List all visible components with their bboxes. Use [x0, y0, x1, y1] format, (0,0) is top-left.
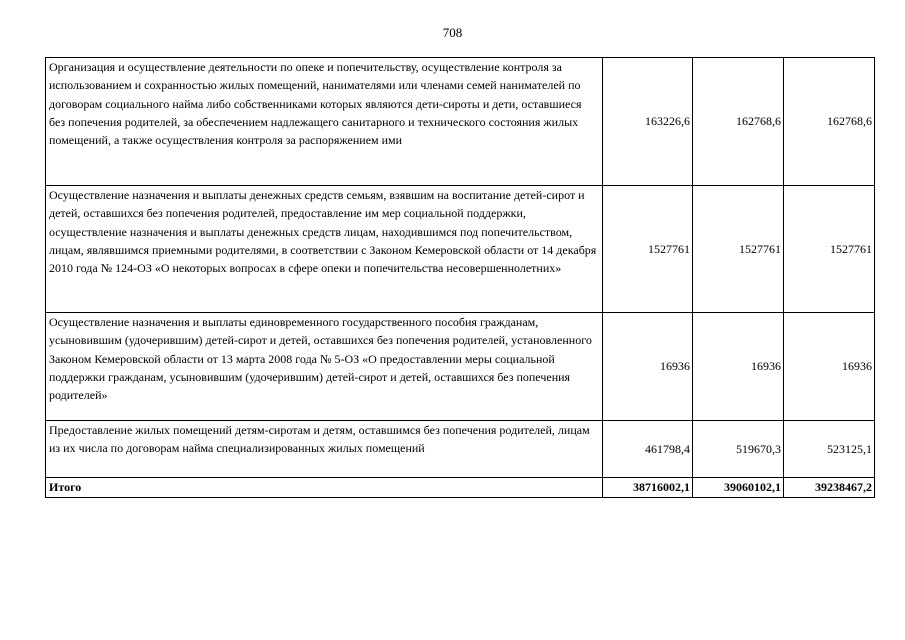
row-value-year-2: 519670,3 — [693, 421, 784, 478]
row-value-year-2: 16936 — [693, 313, 784, 421]
row-value-year-1: 16936 — [603, 313, 693, 421]
row-description: Осуществление назначения и выплаты единовременного государственного пособия гражданам, усыновившим (удочерившим) детей-сирот и детей, оставшихся без попечения родителей, установленного Законом Кемеровской области от 13 марта 2008 года № 5-ОЗ «О предоставлении меры социальной поддержки гражданам, усыновившим (удочерившим) детей-сирот и детей, оставшихся без попечения родителей» — [49, 315, 592, 403]
table-row — [46, 313, 875, 421]
row-value-year-3: 16936 — [784, 313, 875, 421]
total-value-year-2: 39060102,1 — [693, 478, 784, 498]
total-value-year-3: 39238467,2 — [784, 478, 875, 498]
row-value-year-2: 162768,6 — [693, 58, 784, 186]
page-number: 708 — [442, 25, 463, 40]
row-description: Организация и осуществление деятельности по опеке и попечительству, осуществление контроля за использованием и сохранностью жилых помещений, нанимателями или членами семей нанимателей по договорам социального найма либо собственниками которых являются дети-сироты и дети, оставшиеся без попечения родителей, за обеспечением надлежащего санитарного и технического состояния жилых помещений, а также осуществления контроля за распоряжением ими — [49, 60, 582, 148]
budget-table — [45, 57, 875, 498]
row-description-cell — [46, 421, 603, 478]
row-value-year-1: 461798,4 — [603, 421, 693, 478]
row-description-cell — [46, 313, 603, 421]
table-row — [46, 421, 875, 478]
total-row — [46, 478, 875, 498]
row-value-year-1: 163226,6 — [603, 58, 693, 186]
row-value-year-3: 1527761 — [784, 186, 875, 313]
row-value-year-3: 523125,1 — [784, 421, 875, 478]
row-description: Предоставление жилых помещений детям-сиротам и детям, оставшимся без попечения родителей, лицам из их числа по договорам найма специализированных жилых помещений — [49, 423, 590, 456]
table-row — [46, 186, 875, 313]
row-value-year-3: 162768,6 — [784, 58, 875, 186]
table-row — [46, 58, 875, 186]
total-value-year-1: 38716002,1 — [603, 478, 693, 498]
total-label: Итого — [46, 478, 603, 498]
row-description-cell — [46, 58, 603, 186]
row-description: Осуществление назначения и выплаты денежных средств семьям, взявшим на воспитание детей-сирот и детей, оставшихся без попечения родителей, предоставление им мер социальной поддержки, осуществление назначения и выплаты денежных средств лицам, находившимся под попечительством, лицам, являвшимся приемными родителями, в соответствии с Законом Кемеровской области от 14 декабря 2010 года № 124-ОЗ «О некоторых вопросах в сфере опеки и попечительства несовершеннолетних» — [49, 188, 597, 276]
row-value-year-2: 1527761 — [693, 186, 784, 313]
row-value-year-1: 1527761 — [603, 186, 693, 313]
row-description-cell — [46, 186, 603, 313]
